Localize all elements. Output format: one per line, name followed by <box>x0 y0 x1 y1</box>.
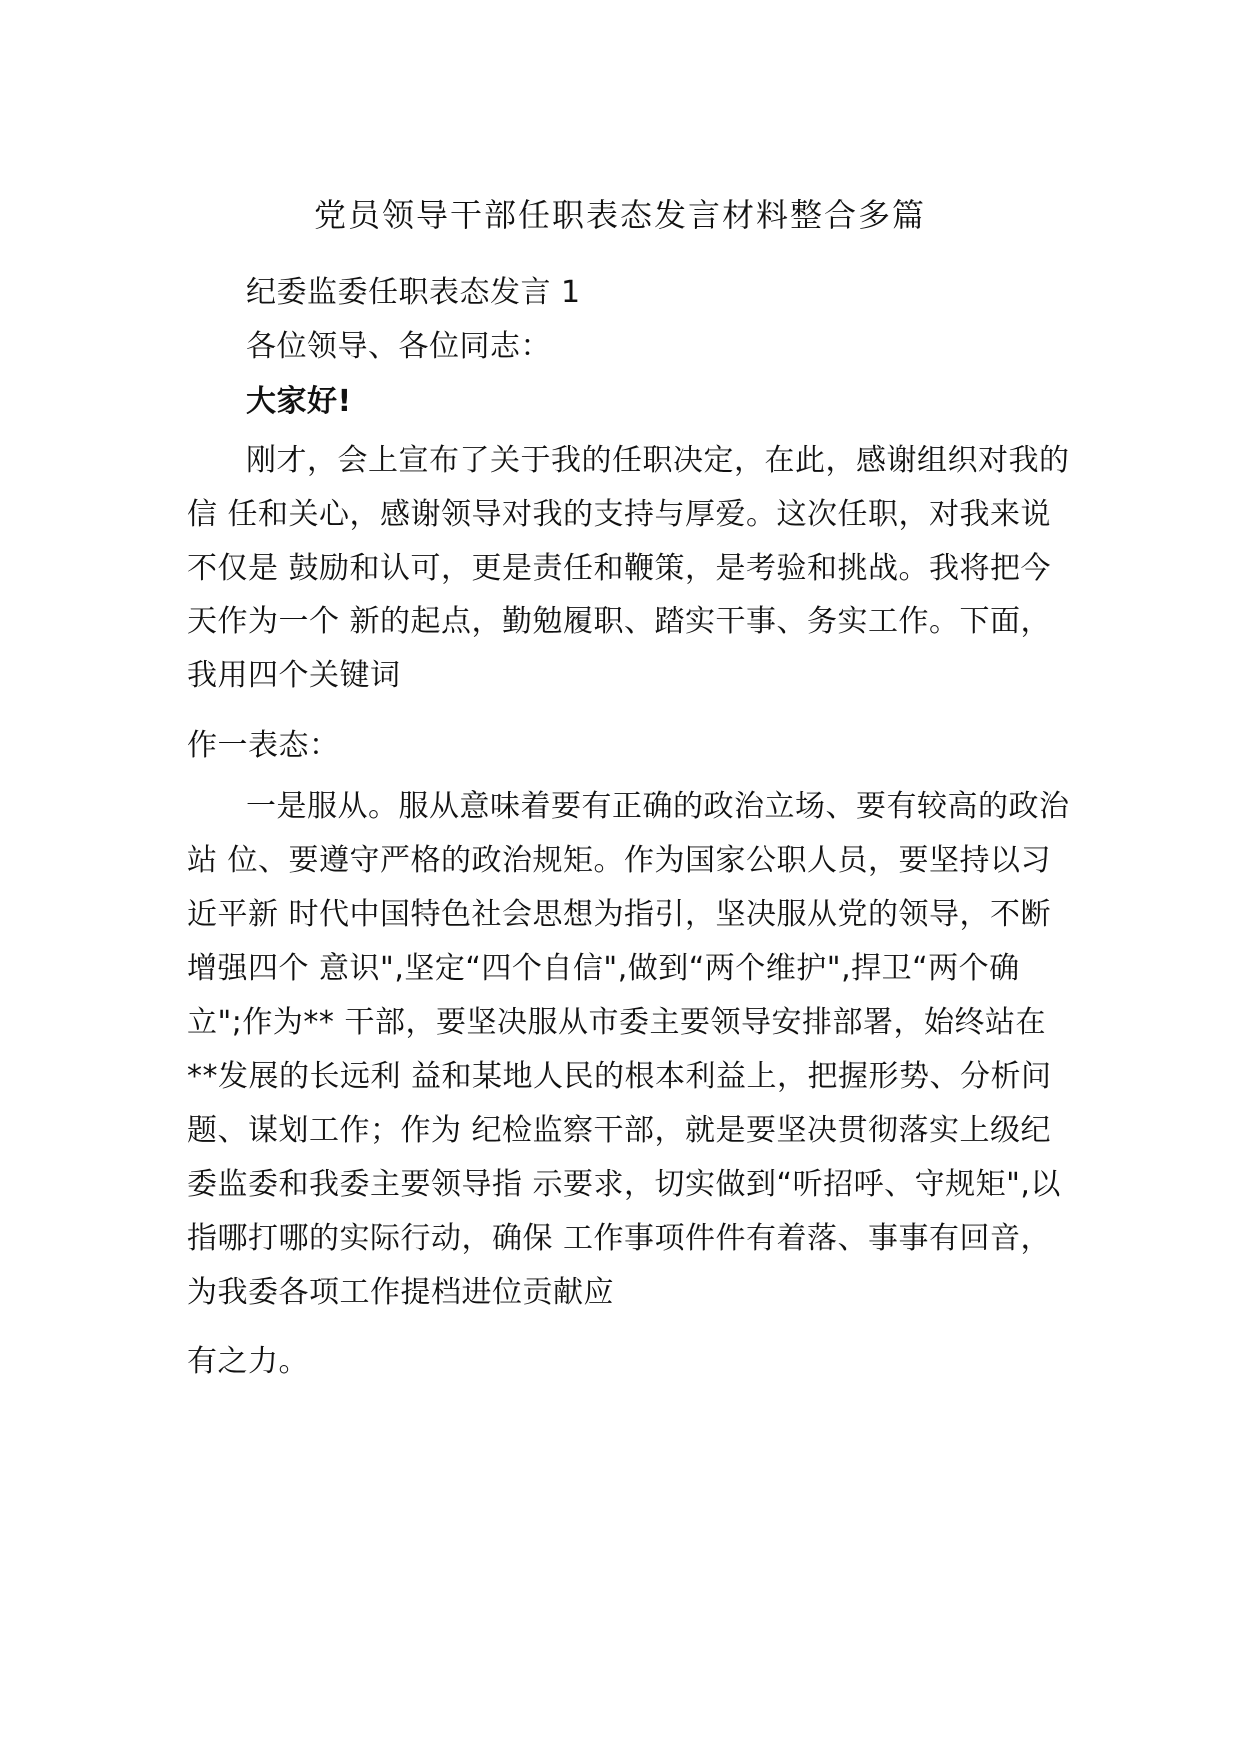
paragraph-line: 站 位、要遵守严格的政治规矩。作为国家公职人员，要坚持以习 <box>187 843 1052 878</box>
greeting: 大家好! <box>246 384 352 419</box>
paragraph-line: 不仅是 鼓励和认可，更是责任和鞭策，是考验和挑战。我将把今 <box>187 551 1052 586</box>
salutation: 各位领导、各位同志： <box>246 329 551 364</box>
paragraph-line: 指哪打哪的实际行动，确保 工作事项件件有着落、事事有回音， <box>187 1221 1052 1256</box>
paragraph-line: 题、谋划工作；作为 纪检监察干部，就是要坚决贯彻落实上级纪 <box>187 1113 1052 1148</box>
paragraph-line: 一是服从。服从意味着要有正确的政治立场、要有较高的政治 <box>246 789 1070 824</box>
paragraph-line: 近平新 时代中国特色社会思想为指引，坚决服从党的领导，不断 <box>187 897 1052 932</box>
paragraph-line: 天作为一个 新的起点，勤勉履职、踏实干事、务实工作。下面， <box>187 604 1052 639</box>
paragraph-line: 增强四个 意识",坚定“四个自信",做到“两个维护",捍卫“两个确 <box>187 951 1020 986</box>
paragraph-line: 我用四个关键词 <box>187 658 401 693</box>
paragraph-line: 有之力。 <box>187 1344 309 1379</box>
paragraph-line: **发展的长远利 益和某地人民的根本利益上，把握形势、分析问 <box>187 1059 1052 1094</box>
paragraph-line: 委监委和我委主要领导指 示要求，切实做到“听招呼、守规矩",以 <box>187 1167 1061 1202</box>
paragraph-line: 信 任和关心，感谢领导对我的支持与厚爱。这次任职，对我来说 <box>187 497 1052 532</box>
section-heading: 纪委监委任职表态发言 1 <box>246 275 581 310</box>
paragraph-line: 立";作为** 干部，要坚决服从市委主要领导安排部署，始终站在 <box>187 1005 1046 1040</box>
paragraph-line: 刚才，会上宣布了关于我的任职决定，在此，感谢组织对我的 <box>246 443 1070 478</box>
paragraph-line: 作一表态： <box>187 728 340 763</box>
document-title: 党员领导干部任职表态发言材料整合多篇 <box>313 196 926 234</box>
paragraph-line: 为我委各项工作提档进位贡献应 <box>187 1275 614 1310</box>
